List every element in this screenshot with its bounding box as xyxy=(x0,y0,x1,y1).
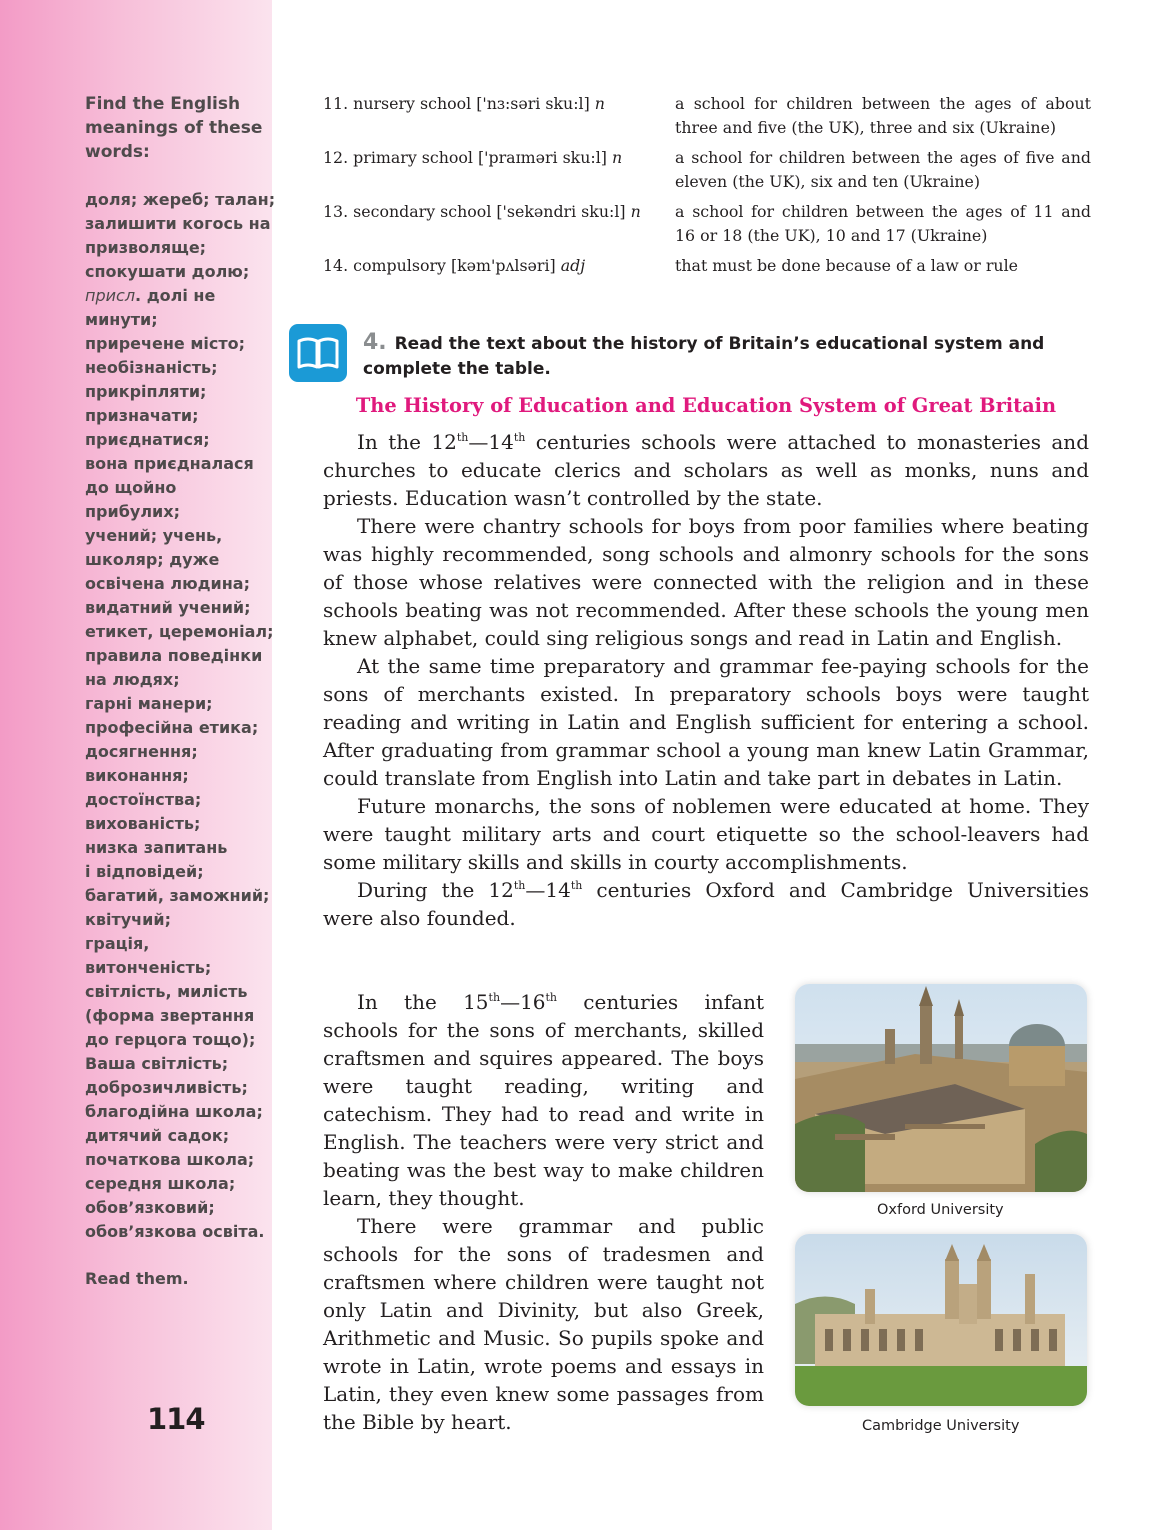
glossary-line: минути; xyxy=(85,310,158,329)
article-body xyxy=(323,428,1089,932)
glossary-line: доля; жереб; талан; xyxy=(85,190,276,209)
book-icon xyxy=(289,324,347,382)
vocab-definition: a school for children between the ages of 11 and 16 or 18 (the UK), 10 and 17 (Ukraine) xyxy=(675,202,1091,245)
glossary-line: правила поведінки xyxy=(85,646,263,665)
vocab-term: 11. nursery school ['nɜ:səri sku:l] n xyxy=(323,94,605,113)
glossary-line: призволяще; xyxy=(85,238,207,257)
glossary-line: і відповідей; xyxy=(85,862,204,881)
article-body-continued xyxy=(323,988,764,1436)
read-them-instruction: Read them. xyxy=(85,1269,189,1288)
glossary-line: (форма звертання xyxy=(85,1006,255,1025)
vocab-definition: a school for children between the ages of about three and five (the UK), three and six (Ukraine) xyxy=(675,94,1091,137)
vocab-term: 12. primary school ['praɪməri sku:l] n xyxy=(323,148,623,167)
oxford-university-photo xyxy=(795,984,1087,1192)
glossary-line: вона приєдналася xyxy=(85,454,254,473)
glossary-list xyxy=(85,188,276,1244)
vocab-entry xyxy=(323,200,1091,248)
glossary-line: до щойно xyxy=(85,478,177,497)
glossary-line: спокушати долю; xyxy=(85,262,250,281)
glossary-line: етикет, церемоніал; xyxy=(85,622,274,641)
glossary-line: доброзичливість; xyxy=(85,1078,248,1097)
vocab-entry xyxy=(323,254,1091,278)
vocab-term: 13. secondary school ['sekəndri sku:l] n xyxy=(323,202,641,221)
glossary-line: присл. долі не xyxy=(85,286,216,305)
task-text: Read the text about the history of Britain’s educational system and complete the table. xyxy=(363,334,1045,379)
glossary-line: на людях; xyxy=(85,670,180,689)
glossary-line: виконання; xyxy=(85,766,189,785)
glossary-line: вихованість; xyxy=(85,814,201,833)
glossary-line: обов’язкова освіта. xyxy=(85,1222,265,1241)
glossary-line: грація, xyxy=(85,934,150,953)
vocab-entry xyxy=(323,146,1091,194)
glossary-line: школяр; дуже xyxy=(85,550,220,569)
glossary-line: залишити когось на xyxy=(85,214,271,233)
glossary-line: учений; учень, xyxy=(85,526,223,545)
paragraph-6: In the 15th—16th centuries infant schools for the sons of merchants, skilled craftsmen and squires appeared. The boys were taught reading, writing and catechism. They had to read and write in English. The teachers were very strict and beating was the best way to make children learn, they thought. xyxy=(323,990,764,1210)
paragraph-1: In the 12th—14th centuries schools were attached to monasteries and churches to educate clerics and scholars as well as monks, nuns and priests. Education wasn’t controlled by the state. xyxy=(323,430,1089,510)
glossary-line: гарні манери; xyxy=(85,694,213,713)
paragraph-7: There were grammar and public schools for the sons of tradesmen and craftsmen where children were taught not only Latin and Divinity, but also Greek, Arithmetic and Music. So pupils spoke and wrote in Latin, wrote poems and essays in Latin, they even knew some passages from the Bible by heart. xyxy=(323,1214,764,1434)
glossary-line: приєднатися; xyxy=(85,430,210,449)
glossary-line: освічена людина; xyxy=(85,574,250,593)
paragraph-4: Future monarchs, the sons of noblemen were educated at home. They were taught military arts and court etiquette so the school-leavers had some military skills and skills in courty accomplishments. xyxy=(323,794,1089,874)
glossary-line: прибулих; xyxy=(85,502,180,521)
glossary-line: до герцога тощо); xyxy=(85,1030,256,1049)
vocab-definition: that must be done because of a law or rule xyxy=(675,256,1019,275)
cambridge-university-photo xyxy=(795,1234,1087,1406)
vocab-term: 14. compulsory [kəm'pʌlsəri] adj xyxy=(323,256,586,275)
glossary-line: достоїнства; xyxy=(85,790,202,809)
article-title: The History of Education and Education System of Great Britain xyxy=(355,394,1057,417)
glossary-line: благодійна школа; xyxy=(85,1102,263,1121)
glossary-line: Ваша світлість; xyxy=(85,1054,229,1073)
glossary-line: дитячий садок; xyxy=(85,1126,230,1145)
glossary-line: обов’язковий; xyxy=(85,1198,215,1217)
glossary-line: необізнаність; xyxy=(85,358,218,377)
glossary-line: багатий, заможний; xyxy=(85,886,270,905)
glossary-line: світлість, милість xyxy=(85,982,248,1001)
sidebar-glossary xyxy=(85,92,276,1307)
glossary-line: середня школа; xyxy=(85,1174,236,1193)
vocab-definition: a school for children between the ages of five and eleven (the UK), six and ten (Ukraine) xyxy=(675,148,1091,191)
paragraph-5: During the 12th—14th centuries Oxford and Cambridge Universities were also founded. xyxy=(323,878,1089,930)
glossary-line: призначати; xyxy=(85,406,199,425)
glossary-line: прикріпляти; xyxy=(85,382,207,401)
glossary-line: професійна етика; xyxy=(85,718,259,737)
glossary-line: квітучий; xyxy=(85,910,171,929)
paragraph-2: There were chantry schools for boys from poor families where beating was highly recommended, song schools and almonry schools for the sons of those whose relatives were connected with the religion and in these schools beating was not recommended. After these schools the young men knew alphabet, could sing religious songs and read in Latin and English. xyxy=(323,514,1089,650)
vocab-entry xyxy=(323,92,1091,140)
glossary-line: досягнення; xyxy=(85,742,198,761)
page-number: 114 xyxy=(147,1402,205,1436)
oxford-caption: Oxford University xyxy=(877,1202,1004,1218)
glossary-line: витонченість; xyxy=(85,958,212,977)
paragraph-3: At the same time preparatory and grammar fee-paying schools for the sons of merchants existed. In preparatory schools boys were taught reading and writing in Latin and English sufficient for entering a school. After graduating from grammar school a young man knew Latin Grammar, could translate from English into Latin and take part in debates in Latin. xyxy=(323,654,1089,790)
glossary-line: приречене місто; xyxy=(85,334,246,353)
glossary-line: низка запитань xyxy=(85,838,228,857)
task-number: 4. xyxy=(363,330,387,355)
glossary-line: видатний учений; xyxy=(85,598,251,617)
task-instruction xyxy=(363,330,1089,382)
glossary-instruction: Find the English meanings of these words: xyxy=(85,94,263,162)
glossary-line: початкова школа; xyxy=(85,1150,255,1169)
vocabulary-list xyxy=(323,92,1091,284)
cambridge-caption: Cambridge University xyxy=(862,1418,1020,1434)
